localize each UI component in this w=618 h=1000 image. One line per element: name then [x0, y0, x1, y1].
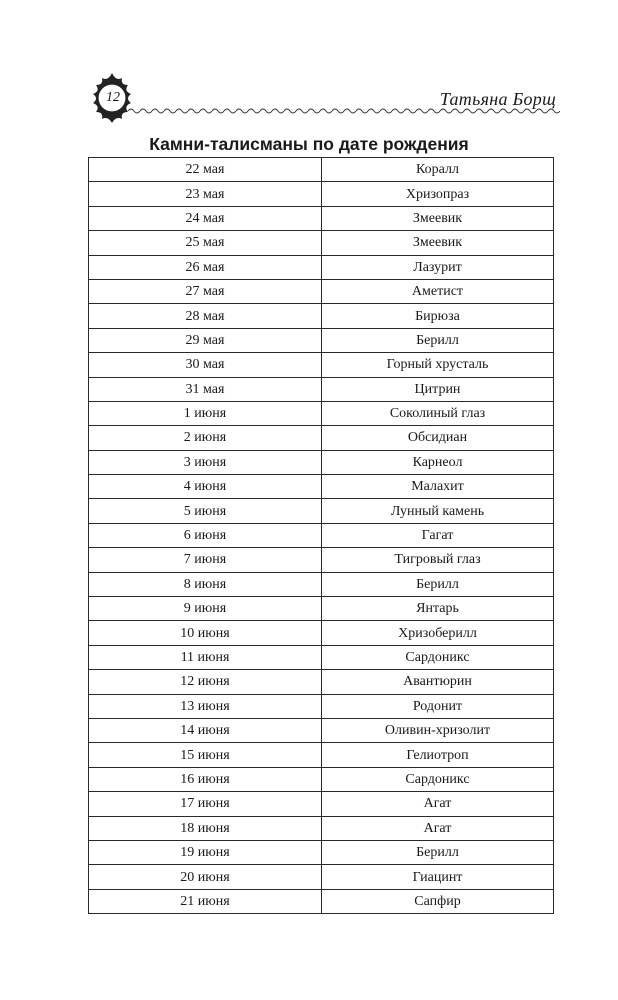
- stone-cell: Малахит: [322, 475, 554, 499]
- date-cell: 7 июня: [89, 548, 322, 572]
- date-cell: 27 мая: [89, 279, 322, 303]
- table-row: [89, 523, 554, 547]
- date-cell: 8 июня: [89, 572, 322, 596]
- table-row: [89, 206, 554, 230]
- table-row: [89, 718, 554, 742]
- table-row: [89, 328, 554, 352]
- table-row: [89, 597, 554, 621]
- date-cell: 1 июня: [89, 401, 322, 425]
- date-cell: 21 июня: [89, 889, 322, 913]
- table-row: [89, 377, 554, 401]
- table-row: [89, 450, 554, 474]
- running-header: [84, 70, 560, 130]
- stone-cell: Лазурит: [322, 255, 554, 279]
- stone-cell: Лунный камень: [322, 499, 554, 523]
- date-cell: 26 мая: [89, 255, 322, 279]
- stone-cell: Авантюрин: [322, 670, 554, 694]
- table-row: [89, 401, 554, 425]
- table-row: [89, 426, 554, 450]
- table-row: [89, 353, 554, 377]
- table-row: [89, 645, 554, 669]
- stone-cell: Берилл: [322, 572, 554, 596]
- date-cell: 22 мая: [89, 158, 322, 182]
- stone-cell: Коралл: [322, 158, 554, 182]
- table-row: [89, 694, 554, 718]
- table-row: [89, 792, 554, 816]
- date-cell: 24 мая: [89, 206, 322, 230]
- table-row: [89, 670, 554, 694]
- date-cell: 20 июня: [89, 865, 322, 889]
- stones-table: [88, 157, 554, 914]
- date-cell: 10 июня: [89, 621, 322, 645]
- date-cell: 5 июня: [89, 499, 322, 523]
- date-cell: 18 июня: [89, 816, 322, 840]
- date-cell: 25 мая: [89, 231, 322, 255]
- date-cell: 23 мая: [89, 182, 322, 206]
- stone-cell: Соколиный глаз: [322, 401, 554, 425]
- stone-cell: Змеевик: [322, 206, 554, 230]
- table-row: [89, 279, 554, 303]
- date-cell: 19 июня: [89, 840, 322, 864]
- date-cell: 29 мая: [89, 328, 322, 352]
- table-row: [89, 743, 554, 767]
- stone-cell: Горный хрусталь: [322, 353, 554, 377]
- stone-cell: Змеевик: [322, 231, 554, 255]
- stone-cell: Хризопраз: [322, 182, 554, 206]
- date-cell: 15 июня: [89, 743, 322, 767]
- stone-cell: Сапфир: [322, 889, 554, 913]
- table-row: [89, 840, 554, 864]
- stone-cell: Аметист: [322, 279, 554, 303]
- stone-cell: Сардоникс: [322, 767, 554, 791]
- stone-cell: Оливин-хризолит: [322, 718, 554, 742]
- stone-cell: Берилл: [322, 840, 554, 864]
- stone-cell: Цитрин: [322, 377, 554, 401]
- stone-cell: Гелиотроп: [322, 743, 554, 767]
- stone-cell: Берилл: [322, 328, 554, 352]
- date-cell: 3 июня: [89, 450, 322, 474]
- stone-cell: Агат: [322, 792, 554, 816]
- stone-cell: Гагат: [322, 523, 554, 547]
- table-row: [89, 182, 554, 206]
- date-cell: 31 мая: [89, 377, 322, 401]
- date-cell: 30 мая: [89, 353, 322, 377]
- stone-cell: Агат: [322, 816, 554, 840]
- stone-cell: Гиацинт: [322, 865, 554, 889]
- stone-cell: Тигровый глаз: [322, 548, 554, 572]
- date-cell: 17 июня: [89, 792, 322, 816]
- table-row: [89, 499, 554, 523]
- date-cell: 28 мая: [89, 304, 322, 328]
- date-cell: 9 июня: [89, 597, 322, 621]
- table-row: [89, 572, 554, 596]
- stone-cell: Сардоникс: [322, 645, 554, 669]
- date-cell: 4 июня: [89, 475, 322, 499]
- table-row: [89, 231, 554, 255]
- stone-cell: Хризоберилл: [322, 621, 554, 645]
- stone-cell: Обсидиан: [322, 426, 554, 450]
- stone-cell: Бирюза: [322, 304, 554, 328]
- page-title: Камни-талисманы по дате рождения: [149, 134, 469, 154]
- table-row: [89, 889, 554, 913]
- date-cell: 2 июня: [89, 426, 322, 450]
- date-cell: 16 июня: [89, 767, 322, 791]
- page-number: 12: [106, 90, 120, 105]
- date-cell: 6 июня: [89, 523, 322, 547]
- date-cell: 13 июня: [89, 694, 322, 718]
- author-name: Татьяна Борщ: [439, 89, 556, 109]
- table-row: [89, 255, 554, 279]
- table-row: [89, 621, 554, 645]
- table-row: [89, 816, 554, 840]
- date-cell: 12 июня: [89, 670, 322, 694]
- table-row: [89, 475, 554, 499]
- table-row: [89, 865, 554, 889]
- table-row: [89, 548, 554, 572]
- stone-cell: Родонит: [322, 694, 554, 718]
- date-cell: 11 июня: [89, 645, 322, 669]
- table-row: [89, 304, 554, 328]
- stone-cell: Янтарь: [322, 597, 554, 621]
- stone-cell: Карнеол: [322, 450, 554, 474]
- table-row: [89, 767, 554, 791]
- table-row: [89, 158, 554, 182]
- date-cell: 14 июня: [89, 718, 322, 742]
